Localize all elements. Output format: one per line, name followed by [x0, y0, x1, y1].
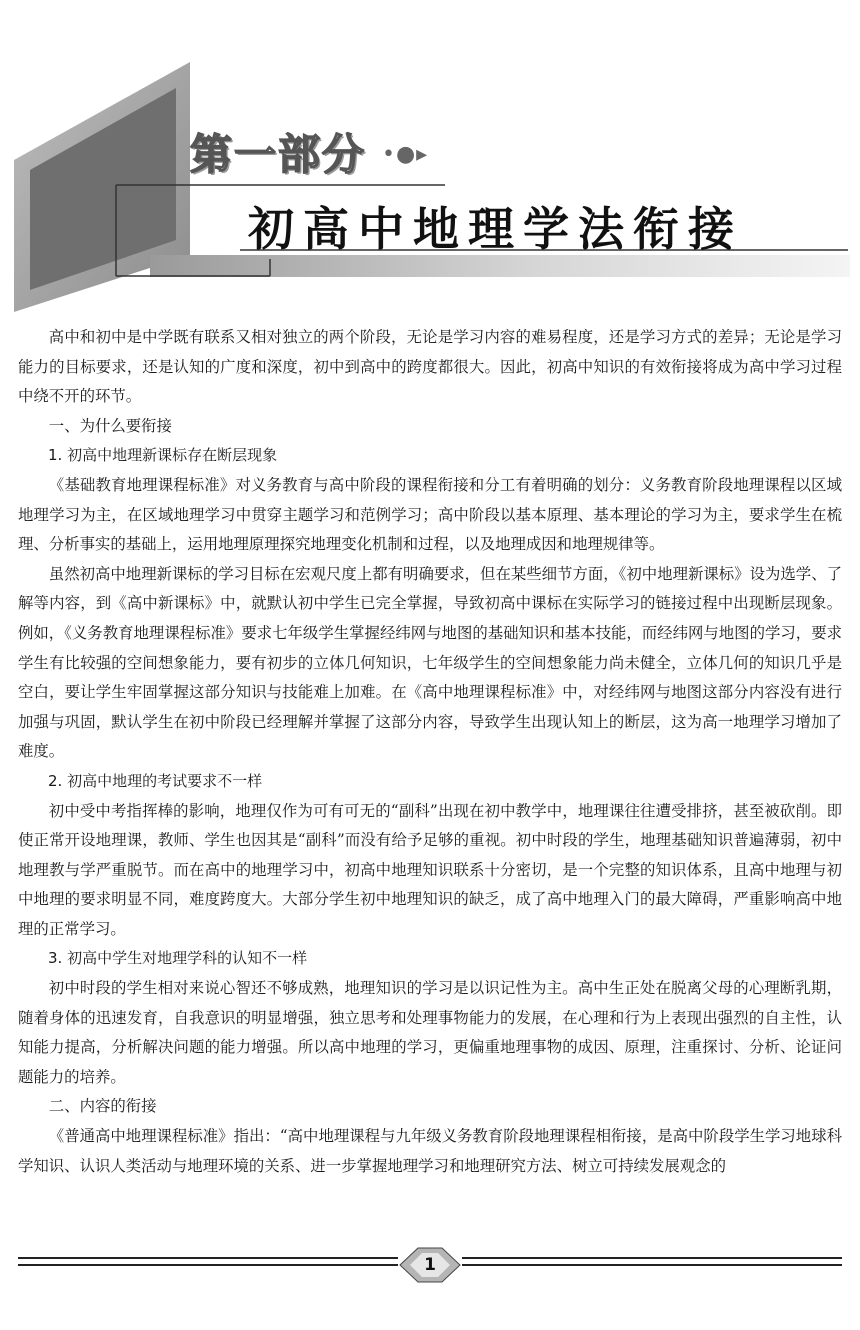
paragraph: 虽然初高中地理新课标的学习目标在宏观尺度上都有明确要求，但在某些细节方面，《初中地理新课标》设为选学、了解等内容，到《高中新课标》中，就默认初中学生已完全掌握，导致初高中课标在实际学习的链接过程中出现断层现象。例如，《义务教育地理课程标准》要求七年级学生掌握经纬网与地图的基础知识和基本技能，而经纬网与地图的学习，要求学生有比较强的空间想象能力，要有初步的立体几何知识，七年级学生的空间想象能力尚未健全，立体几何的知识几乎是空白，要让学生牢固掌握这部分知识与技能难上加难。在《高中地理课程标准》中，对经纬网与地图这部分内容没有进行加强与巩固，默认学生在初中阶段已经理解并掌握了这部分内容，导致学生出现认知上的断层，这为高一地理学习增加了难度。 [18, 564, 842, 761]
paragraph: 初中受中考指挥棒的影响，地理仅作为可有可无的“副科”出现在初中教学中，地理课往往遭受排挤，甚至被砍削。即使正常开设地理课，教师、学生也因其是“副科”而没有给予足够的重视。初中时段的学生，地理基础知识普遍薄弱，初中地理教与学严重脱节。而在高中的地理学习中，初高中地理知识联系十分密切，是一个完整的知识体系，且高中地理与初中地理的要求明显不同，难度跨度大。大部分学生初中地理知识的缺乏，成了高中地理入门的最大障碍，严重影响高中地理的正常学习。 [18, 801, 842, 938]
paragraph: 《基础教育地理课程标准》对义务教育与高中阶段的课程衔接和分工有着明确的划分：义务教育阶段地理课程以区域地理学习为主，在区域地理学习中贯穿主题学习和范例学习；高中阶段以基本原理、基本理论的学习为主，要求学生在梳理、分析事实的基础上，运用地理原理探究地理变化机制和过程，以及地理成因和地理规律等。 [18, 475, 842, 554]
intro-paragraph: 高中和初中是中学既有联系又相对独立的两个阶段，无论是学习内容的难易程度，还是学习方式的差异；无论是学习能力的目标要求，还是认知的广度和深度，初中到高中的跨度都很大。因此，初高中知识的有效衔接将成为高中学习过程中绕不开的环节。 [18, 328, 842, 406]
page-footer [0, 1242, 860, 1292]
footer-rule [18, 1264, 398, 1266]
subsection-heading: 1. 初高中地理新课标存在断层现象 [48, 446, 278, 465]
chapter-title: 初高中地理学法衔接 [248, 202, 743, 256]
subsection-heading: 2. 初高中地理的考试要求不一样 [48, 771, 263, 790]
banner-graphics [0, 0, 860, 330]
subsection-heading: 3. 初高中学生对地理学科的认知不一样 [48, 949, 308, 968]
footer-rule [462, 1257, 842, 1259]
chapter-banner [0, 0, 860, 330]
section-heading: 一、为什么要衔接 [48, 416, 172, 435]
footer-rule [18, 1257, 398, 1259]
article-body [18, 323, 842, 1181]
page-number: 1 [424, 1255, 436, 1275]
paragraph: 初中时段的学生相对来说心智还不够成熟，地理知识的学习是以识记性为主。高中生正处在脱离父母的心理断乳期，随着身体的迅速发育，自我意识的明显增强，独立思考和处理事物能力的发展，在心理和行为上表现出强烈的自主性，认知能力提高，分析解决问题的能力增强。所以高中地理的学习，更偏重地理事物的成因、原理，注重探讨、分析、论证问题能力的培养。 [18, 979, 842, 1086]
paragraph: 《普通高中地理课程标准》指出：“高中地理课程与九年级义务教育阶段地理课程相衔接，是高中阶段学生学习地球科学知识、认识人类活动与地理环境的关系、进一步掌握地理学习和地理研究方法、树立可持续发展观念的 [18, 1127, 842, 1175]
part-label: 第一部分 [190, 130, 367, 179]
section-heading: 二、内容的衔接 [48, 1097, 157, 1116]
part-arrow-icon: •●▸ [382, 142, 429, 167]
footer-rule [462, 1264, 842, 1266]
